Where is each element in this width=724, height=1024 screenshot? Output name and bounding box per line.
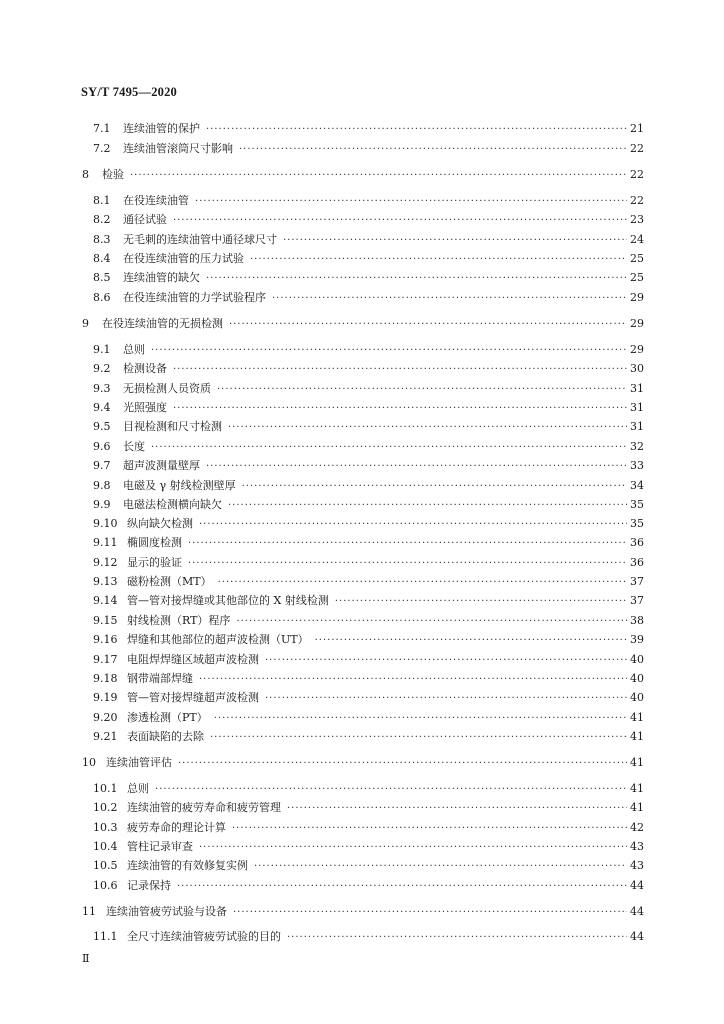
- toc-leader-dots: [206, 272, 627, 286]
- toc-entry-number: 8.5: [93, 271, 111, 284]
- toc-leader-dots: [228, 499, 627, 513]
- toc-entry: [93, 556, 644, 571]
- toc-leader-dots: [233, 906, 627, 920]
- toc-entry-number: 9.21: [93, 730, 118, 743]
- toc-entry-number: 9.14: [93, 594, 118, 607]
- toc-entry-title: 电磁法检测横向缺欠: [123, 498, 222, 511]
- toc-entry-number: 10.5: [93, 859, 118, 872]
- toc-entry: [93, 401, 644, 416]
- toc-entry-number: 9.11: [93, 536, 118, 549]
- toc-entry-number: 10: [82, 756, 96, 769]
- toc-entry-number: 9.12: [93, 556, 118, 569]
- toc-entry-page: 33: [630, 459, 644, 472]
- toc-entry-title: 电阻焊焊缝区域超声波检测: [127, 653, 259, 666]
- toc-leader-dots: [242, 480, 627, 494]
- toc-leader-dots: [214, 712, 627, 726]
- toc-entry-title: 连续油管的疲劳寿命和疲劳管理: [127, 801, 281, 814]
- toc-entry-number: 9.2: [93, 362, 111, 375]
- toc-entry: [93, 575, 644, 590]
- toc-entry-number: 9: [82, 317, 89, 330]
- toc-entry-number: 7.1: [93, 122, 111, 135]
- toc-entry: [82, 756, 644, 771]
- toc-entry-page: 38: [630, 614, 644, 627]
- toc-entry-number: 11: [82, 905, 96, 918]
- toc-entry-page: 43: [630, 840, 644, 853]
- toc-leader-dots: [206, 123, 627, 137]
- toc-entry-page: 31: [630, 401, 644, 414]
- toc-entry-page: 36: [630, 536, 644, 549]
- toc-entry-number: 10.3: [93, 821, 118, 834]
- toc-entry-title: 检测设备: [123, 362, 167, 375]
- toc-leader-dots: [195, 195, 627, 209]
- toc-entry-page: 41: [630, 730, 644, 743]
- toc-entry-page: 30: [630, 362, 644, 375]
- toc-entry-page: 22: [630, 194, 644, 207]
- toc-entry-title: 表面缺陷的去除: [127, 730, 204, 743]
- toc-entry-title: 超声波测量壁厚: [123, 459, 200, 472]
- toc-entry-number: 8.2: [93, 213, 111, 226]
- toc-entry-title: 纵向缺欠检测: [127, 517, 193, 530]
- toc-entry-title: 无毛刺的连续油管中通径球尺寸: [123, 233, 277, 246]
- toc-entry-title: 连续油管滚筒尺寸影响: [123, 142, 233, 155]
- toc-entry-page: 31: [630, 382, 644, 395]
- toc-leader-dots: [250, 253, 627, 267]
- toc-entry: [82, 317, 644, 332]
- toc-entry-page: 35: [630, 517, 644, 530]
- toc-entry-number: 9.10: [93, 517, 118, 530]
- toc-leader-dots: [173, 363, 627, 377]
- toc-entry-title: 全尺寸连续油管疲劳试验的目的: [127, 930, 281, 943]
- toc-entry: [93, 233, 644, 248]
- toc-entry-page: 21: [630, 122, 644, 135]
- toc-entry-number: 9.9: [93, 498, 111, 511]
- toc-entry-page: 22: [630, 168, 644, 181]
- toc-entry-title: 管柱记录审查: [127, 840, 193, 853]
- toc-entry: [93, 213, 644, 228]
- toc-entry-page: 36: [630, 556, 644, 569]
- toc-entry: [93, 252, 644, 267]
- toc-entry-page: 41: [630, 756, 644, 769]
- toc-leader-dots: [206, 460, 627, 474]
- toc-entry-number: 9.6: [93, 440, 111, 453]
- toc-entry: [93, 782, 644, 797]
- toc-entry-title: 椭圆度检测: [127, 536, 182, 549]
- toc-leader-dots: [272, 292, 627, 306]
- toc-entry: [93, 343, 644, 358]
- toc-entry-number: 9.15: [93, 614, 118, 627]
- toc-entry-number: 9.8: [93, 479, 111, 492]
- toc-entry-title: 连续油管评估: [106, 756, 172, 769]
- toc-entry: [93, 859, 644, 874]
- toc-entry-page: 41: [630, 801, 644, 814]
- toc-entry-page: 25: [630, 252, 644, 265]
- toc-entry: [93, 517, 644, 532]
- toc-leader-dots: [130, 169, 627, 183]
- toc-leader-dots: [254, 860, 627, 874]
- toc-entry-title: 总则: [123, 343, 145, 356]
- toc-entry-title: 无损检测人员资质: [123, 382, 211, 395]
- toc-entry: [93, 271, 644, 286]
- toc-entry-title: 渗透检测（PT）: [127, 711, 208, 724]
- toc-entry-page: 41: [630, 711, 644, 724]
- toc-entry: [93, 382, 644, 397]
- toc-entry: [93, 614, 644, 629]
- toc-entry-number: 8.6: [93, 291, 111, 304]
- toc-entry-number: 8.3: [93, 233, 111, 246]
- toc-entry-page: 29: [630, 291, 644, 304]
- toc-entry-title: 在役连续油管的无损检测: [102, 317, 223, 330]
- toc-entry-page: 43: [630, 859, 644, 872]
- toc-entry-number: 9.18: [93, 672, 118, 685]
- toc-entry: [93, 711, 644, 726]
- toc-leader-dots: [188, 557, 627, 571]
- toc-entry-page: 32: [630, 440, 644, 453]
- toc-entry: [93, 142, 644, 157]
- toc-entry-page: 34: [630, 479, 644, 492]
- toc-entry-page: 40: [630, 691, 644, 704]
- toc-leader-dots: [199, 841, 627, 855]
- toc-entry: [82, 905, 644, 920]
- toc-entry-title: 管—管对接焊缝超声波检测: [127, 691, 259, 704]
- toc-entry-title: 长度: [123, 440, 145, 453]
- toc-entry-page: 29: [630, 317, 644, 330]
- toc-entry-title: 目视检测和尺寸检测: [123, 420, 222, 433]
- toc-entry-number: 9.13: [93, 575, 118, 588]
- toc-leader-dots: [217, 383, 627, 397]
- toc-entry-title: 光照强度: [123, 401, 167, 414]
- toc-leader-dots: [229, 318, 627, 332]
- toc-entry: [93, 194, 644, 209]
- toc-entry-title: 磁粉检测（MT）: [127, 575, 212, 588]
- toc-entry-title: 检验: [102, 168, 124, 181]
- toc-leader-dots: [173, 402, 627, 416]
- toc-entry-number: 9.19: [93, 691, 118, 704]
- toc-entry-number: 9.7: [93, 459, 111, 472]
- toc-entry-number: 10.1: [93, 782, 118, 795]
- toc-entry-number: 9.1: [93, 343, 111, 356]
- toc-entry-number: 9.3: [93, 382, 111, 395]
- toc-entry-title: 在役连续油管的压力试验: [123, 252, 244, 265]
- toc-entry-page: 23: [630, 213, 644, 226]
- toc-entry: [93, 801, 644, 816]
- toc-entry-number: 8.4: [93, 252, 111, 265]
- toc-entry-number: 7.2: [93, 142, 111, 155]
- toc-entry-number: 9.5: [93, 420, 111, 433]
- toc-entry-page: 35: [630, 498, 644, 511]
- toc-entry-title: 射线检测（RT）程序: [127, 614, 231, 627]
- toc-entry-number: 10.2: [93, 801, 118, 814]
- toc-entry: [93, 498, 644, 513]
- toc-entry-title: 连续油管疲劳试验与设备: [106, 905, 227, 918]
- toc-entry-number: 9.20: [93, 711, 118, 724]
- toc-entry-title: 在役连续油管: [123, 194, 189, 207]
- toc-leader-dots: [177, 880, 627, 894]
- toc-entry-page: 29: [630, 343, 644, 356]
- toc-entry: [93, 930, 644, 945]
- toc-entry-page: 31: [630, 420, 644, 433]
- toc-entry-page: 42: [630, 821, 644, 834]
- toc-leader-dots: [173, 214, 627, 228]
- page-number: Ⅱ: [82, 953, 90, 965]
- toc-entry-number: 9.16: [93, 633, 118, 646]
- toc-entry: [93, 459, 644, 474]
- toc-leader-dots: [239, 143, 627, 157]
- toc-entry-title: 钢带端部焊缝: [127, 672, 193, 685]
- toc-entry-number: 9.17: [93, 653, 118, 666]
- toc-entry-title: 总则: [127, 782, 149, 795]
- toc-entry-page: 44: [630, 905, 644, 918]
- toc-leader-dots: [151, 344, 627, 358]
- toc-entry-title: 显示的验证: [127, 556, 182, 569]
- toc-entry-page: 37: [630, 594, 644, 607]
- toc-entry-page: 25: [630, 271, 644, 284]
- toc-entry-title: 连续油管的保护: [123, 122, 200, 135]
- toc-entry: [93, 291, 644, 306]
- toc-entry-page: 39: [630, 633, 644, 646]
- toc-entry-title: 管—管对接焊缝或其他部位的 X 射线检测: [127, 594, 329, 607]
- toc-entry: [93, 362, 644, 377]
- toc-entry: [93, 420, 644, 435]
- toc-entry: [93, 653, 644, 668]
- toc-entry-number: 8: [82, 168, 89, 181]
- toc-entry-title: 在役连续油管的力学试验程序: [123, 291, 266, 304]
- toc-entry-title: 通径试验: [123, 213, 167, 226]
- toc-leader-dots: [287, 931, 627, 945]
- toc-leader-dots: [218, 576, 627, 590]
- toc-leader-dots: [283, 234, 627, 248]
- toc-entry-number: 9.4: [93, 401, 111, 414]
- toc-entry-title: 连续油管的缺欠: [123, 271, 200, 284]
- toc-entry-page: 22: [630, 142, 644, 155]
- toc-leader-dots: [151, 441, 627, 455]
- toc-entry: [82, 168, 644, 183]
- toc-leader-dots: [199, 673, 627, 687]
- toc-entry: [93, 440, 644, 455]
- toc-entry-number: 8.1: [93, 194, 111, 207]
- toc-leader-dots: [228, 421, 627, 435]
- toc-entry: [93, 479, 644, 494]
- toc-entry: [93, 840, 644, 855]
- toc-leader-dots: [188, 537, 627, 551]
- toc-entry: [93, 691, 644, 706]
- toc-entry: [93, 122, 644, 137]
- toc-entry-number: 10.4: [93, 840, 118, 853]
- toc-leader-dots: [232, 822, 627, 836]
- toc-entry-title: 记录保持: [127, 879, 171, 892]
- toc-entry: [93, 594, 644, 609]
- toc-leader-dots: [199, 518, 627, 532]
- toc-entry-title: 连续油管的有效修复实例: [127, 859, 248, 872]
- toc-entry-title: 焊缝和其他部位的超声波检测（UT）: [127, 633, 309, 646]
- toc-entry: [93, 879, 644, 894]
- toc-leader-dots: [265, 692, 627, 706]
- toc-leader-dots: [335, 595, 627, 609]
- toc-entry: [93, 536, 644, 551]
- toc-leader-dots: [155, 783, 627, 797]
- toc-entry: [93, 821, 644, 836]
- toc-entry-number: 11.1: [93, 930, 118, 943]
- toc-entry-title: 疲劳寿命的理论计算: [127, 821, 226, 834]
- toc-entry-page: 40: [630, 672, 644, 685]
- document-header: SY/T 7495—2020: [81, 85, 177, 99]
- toc-entry-page: 37: [630, 575, 644, 588]
- toc-leader-dots: [210, 731, 627, 745]
- toc-entry-page: 41: [630, 782, 644, 795]
- toc-entry-page: 24: [630, 233, 644, 246]
- toc-leader-dots: [315, 634, 627, 648]
- toc-leader-dots: [265, 654, 627, 668]
- toc-leader-dots: [287, 802, 627, 816]
- toc-entry-page: 44: [630, 879, 644, 892]
- toc-entry-number: 10.6: [93, 879, 118, 892]
- toc-entry-page: 44: [630, 930, 644, 943]
- toc-leader-dots: [236, 615, 627, 629]
- toc-entry: [93, 633, 644, 648]
- toc-entry: [93, 672, 644, 687]
- toc-entry-title: 电磁及 γ 射线检测壁厚: [123, 479, 236, 492]
- toc-leader-dots: [178, 757, 627, 771]
- toc-entry-page: 40: [630, 653, 644, 666]
- toc-entry: [93, 730, 644, 745]
